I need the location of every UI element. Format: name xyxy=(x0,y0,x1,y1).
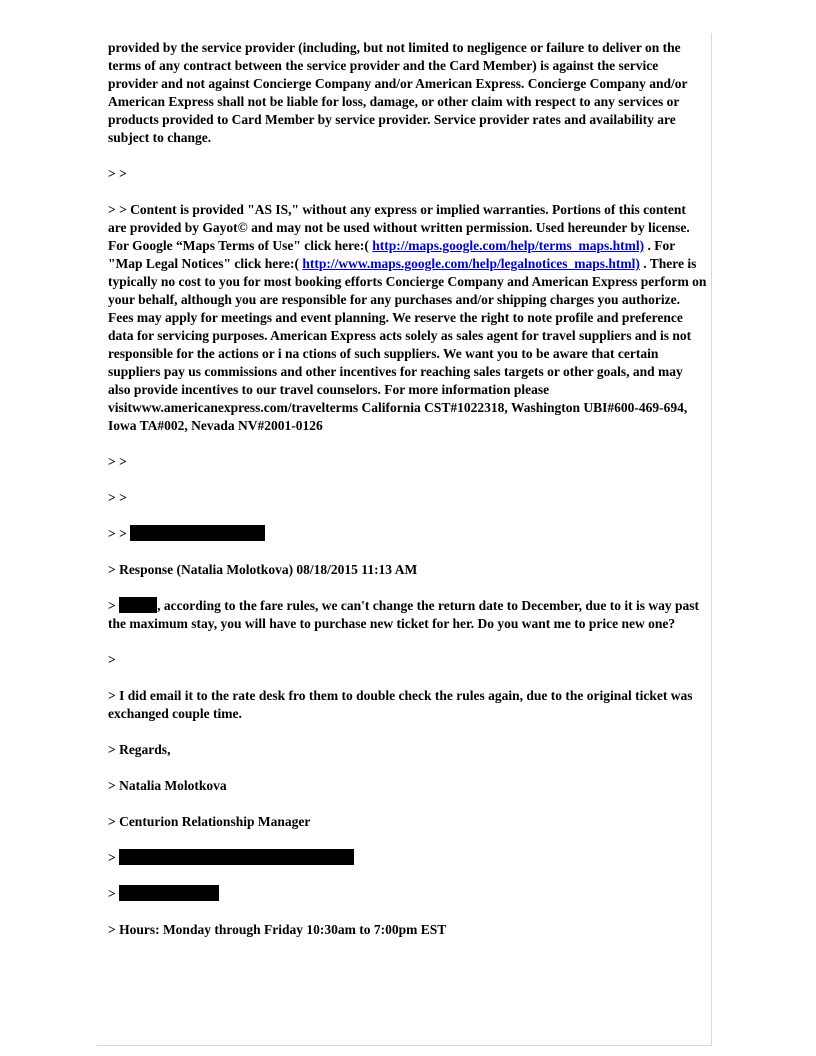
quote-marker-4: > xyxy=(108,652,116,667)
paragraph-reply xyxy=(108,597,707,633)
google-maps-legal-notices-link[interactable]: http://www.maps.google.com/help/legalnotices_maps.html) xyxy=(302,256,640,271)
email-quote-frame xyxy=(97,33,712,1046)
quote-marker-3: > > xyxy=(108,490,127,505)
paragraph-regards: > Regards, xyxy=(108,742,171,757)
reply-text: , according to the fare rules, we can't change the return date to December, due to it is way past the maximum stay, you will have to purchase new ticket for her. Do you want me to price new one? xyxy=(108,598,699,631)
quoted-redacted-line xyxy=(108,525,707,543)
paragraph-disclaimer: provided by the service provider (including, but not limited to negligence or failure to deliver on the terms of any contract between the service provider and the Card Member) is against the service provider and not against Concierge Company and/or American Express. Concierge Company and/or American Express shall not be liable for loss, damage, or other claim with respect to any services or products provided to Card Member by service provider. Service provider rates and availability are subject to change. xyxy=(108,40,688,145)
quote-prefix: > > xyxy=(108,526,127,541)
signature-title: > Centurion Relationship Manager xyxy=(108,814,311,829)
sig-prefix-2: > xyxy=(108,886,116,901)
quote-marker-2: > > xyxy=(108,454,127,469)
paragraph-terms xyxy=(108,201,707,435)
google-maps-terms-link[interactable]: http://maps.google.com/help/terms_maps.html) xyxy=(372,238,645,253)
reply-prefix: > xyxy=(108,598,116,613)
signature-redacted-line-1 xyxy=(108,849,707,867)
signature-name: > Natalia Molotkova xyxy=(108,778,227,793)
response-header: > Response (Natalia Molotkova) 08/18/2015 11:13 AM xyxy=(108,562,418,577)
redaction-bar-contact-2 xyxy=(119,885,219,901)
redaction-bar-contact-1 xyxy=(119,849,354,865)
redaction-bar-name xyxy=(119,597,157,613)
paragraph-followup: > I did email it to the rate desk fro them to double check the rules again, due to the original ticket was exchanged couple time. xyxy=(108,688,693,721)
terms-text-1: > > Content is provided "AS IS," without any express or implied warranties. Portions of this content are provided by Gayot© and may not be used without written permission. Used hereunder by license. For Google “Maps Terms of Use" click here:( xyxy=(108,202,690,253)
terms-text-3: . There is typically no cost to you for most booking efforts Concierge Company and American Express perform on your behalf, although you are responsible for any purchases and/or shipping charges you authorize. Fees may apply for meetings and event planning. We reserve the right to note profile and preference data for servicing purposes. American Express acts solely as sales agent for travel suppliers and is not responsible for the actions or i na ctions of such suppliers. We want you to be aware that certain suppliers pay us commissions and other incentives for reaching sales targets or other goals, and may also provide incentives to our travel counselors. For more information please visitwww.americanexpress.com/travelterms California CST#1022318, Washington UBI#600-469-694, Iowa TA#002, Nevada NV#2001-0126 xyxy=(108,256,707,433)
quote-marker-1: > > xyxy=(108,166,127,181)
terms-text-2: . For "Map Legal Notices" click here:( xyxy=(108,238,675,271)
paragraph-hours: > Hours: Monday through Friday 10:30am to 7:00pm EST xyxy=(108,922,447,937)
signature-redacted-line-2 xyxy=(108,885,707,903)
sig-prefix-1: > xyxy=(108,850,116,865)
redaction-bar-quoted xyxy=(130,525,265,541)
